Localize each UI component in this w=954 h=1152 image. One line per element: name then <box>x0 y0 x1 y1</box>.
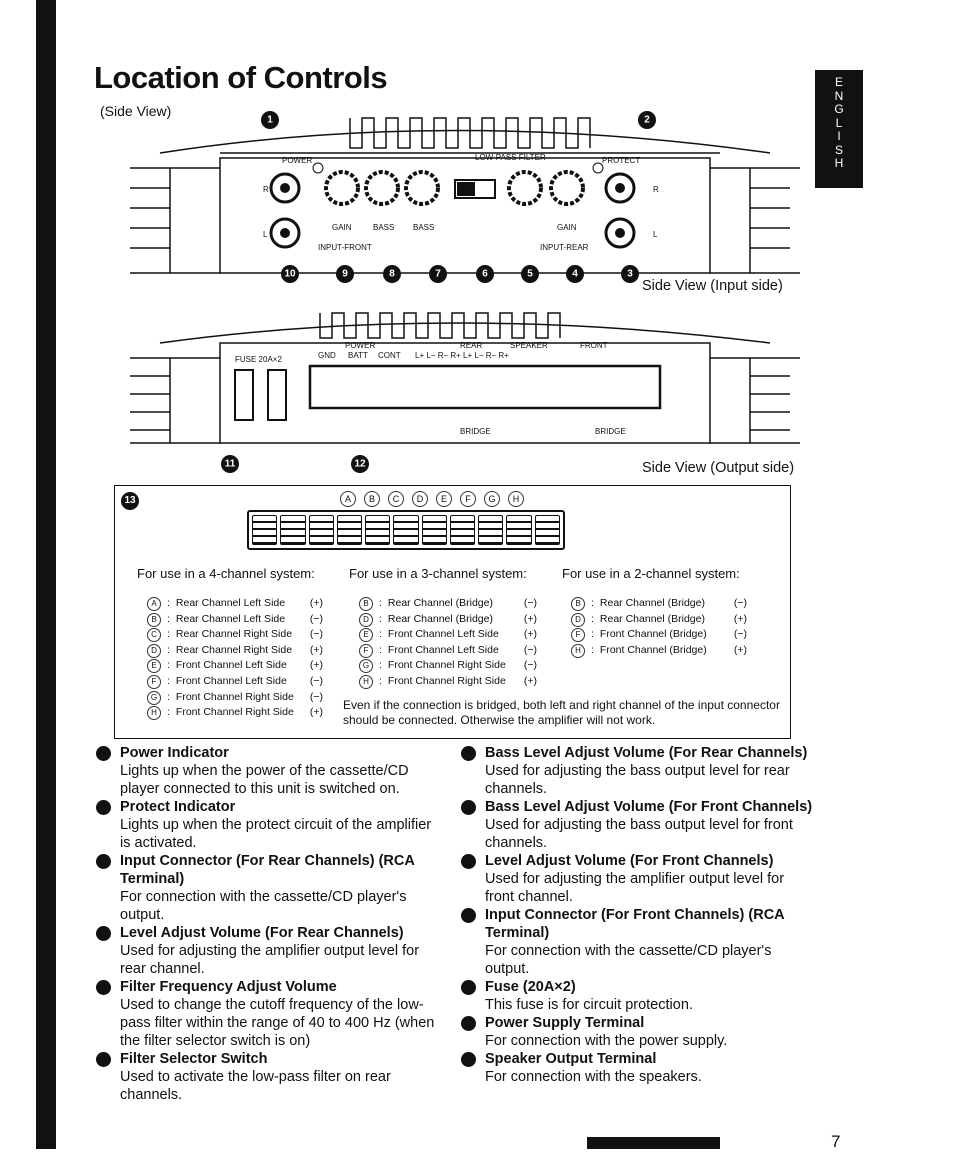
bullet-icon <box>461 908 476 923</box>
page-spine <box>36 0 56 1149</box>
terminal-letter: B <box>364 491 380 507</box>
terminal-letter: H <box>508 491 524 507</box>
label-power: POWER <box>282 156 313 165</box>
footer-bar <box>587 1137 720 1149</box>
label-gain: GAIN <box>332 223 352 232</box>
left-descriptions <box>96 744 442 1104</box>
lang-letter: N <box>834 88 844 103</box>
list-item: B : Rear Channel Left Side (−) <box>147 612 323 628</box>
callout <box>221 455 239 473</box>
label-cont: CONT <box>378 351 401 360</box>
bullet-icon <box>461 1052 476 1067</box>
callout <box>429 265 447 283</box>
list-item: F : Front Channel (Bridge) (−) <box>571 627 747 643</box>
bullet-icon <box>96 980 111 995</box>
language-tab <box>815 70 863 188</box>
page-title: Location of Controls <box>94 60 388 95</box>
label-r: R <box>653 185 659 194</box>
list-item: Fuse (20A×2) This fuse is for circuit protection. <box>461 978 813 1014</box>
list-item: E : Front Channel Left Side (+) <box>359 627 537 643</box>
list-item: Level Adjust Volume (For Rear Channels) Used for adjusting the amplifier output level for rear channel. <box>96 924 442 978</box>
label-bridge: BRIDGE <box>595 427 626 436</box>
list-item: Power Indicator Lights up when the power of the cassette/CD player connected to this unit is switched on. <box>96 744 442 798</box>
two-channel-list <box>571 596 747 658</box>
list-item: D : Rear Channel (Bridge) (+) <box>571 612 747 628</box>
four-channel-list <box>147 596 323 721</box>
bullet-icon <box>96 800 111 815</box>
terminal-block[interactable] <box>310 366 660 408</box>
terminal-letter: D <box>412 491 428 507</box>
page-number: 7 <box>831 1132 841 1151</box>
side-view-label: (Side View) <box>100 103 172 119</box>
list-item: G : Front Channel Right Side (−) <box>147 690 323 706</box>
callout <box>351 455 369 473</box>
label-gain: GAIN <box>557 223 577 232</box>
list-item: B : Rear Channel (Bridge) (−) <box>571 596 747 612</box>
label-bass: BASS <box>373 223 395 232</box>
caption-input-side: Side View (Input side) <box>642 278 783 294</box>
list-item: F : Front Channel Left Side (−) <box>147 674 323 690</box>
svg-text:2: 2 <box>644 114 650 126</box>
svg-text:10: 10 <box>284 268 296 280</box>
list-item: Bass Level Adjust Volume (For Rear Channels) Used for adjusting the bass output level for rear channels. <box>461 744 813 798</box>
callout: 13 <box>121 492 139 510</box>
label-fuse: FUSE 20A×2 <box>235 355 282 364</box>
callout <box>261 111 279 129</box>
svg-text:12: 12 <box>354 458 366 470</box>
three-channel-list <box>359 596 537 690</box>
lang-letter: H <box>834 156 844 170</box>
right-descriptions <box>461 744 813 1086</box>
svg-text:1: 1 <box>267 114 273 126</box>
bridge-note: Even if the connection is bridged, both left and right channel of the input connector should be connected. Otherwise the amplifier will not work. <box>343 698 780 727</box>
callout <box>521 265 539 283</box>
two-channel-heading: For use in a 2-channel system: <box>562 566 740 581</box>
filter-switch[interactable] <box>455 180 495 198</box>
label-bridge: BRIDGE <box>460 427 491 436</box>
list-item: Filter Frequency Adjust Volume Used to change the cutoff frequency of the low-pass filter within the range of 40 to 400 Hz (when the filter selector switch is on) <box>96 978 442 1050</box>
label-protect: PROTECT <box>602 156 641 165</box>
gain-knob[interactable] <box>326 172 358 204</box>
list-item: Power Supply Terminal For connection with the power supply. <box>461 1014 813 1050</box>
list-item: H : Front Channel (Bridge) (+) <box>571 643 747 659</box>
svg-text:11: 11 <box>224 458 236 470</box>
bullet-icon <box>96 854 111 869</box>
bullet-icon <box>461 1016 476 1031</box>
label-batt: BATT <box>348 351 368 360</box>
label-power-term: POWER <box>345 341 376 350</box>
list-item: C : Rear Channel Right Side (−) <box>147 627 323 643</box>
svg-text:7: 7 <box>435 268 441 280</box>
rca-front-l[interactable] <box>271 219 299 247</box>
svg-text:4: 4 <box>572 268 578 280</box>
bullet-icon <box>461 854 476 869</box>
fuse-holder[interactable] <box>235 370 286 420</box>
label-front: FRONT <box>580 341 608 350</box>
list-item: E : Front Channel Left Side (+) <box>147 658 323 674</box>
bullet-icon <box>461 746 476 761</box>
rca-front-r[interactable] <box>271 174 299 202</box>
gain-knob[interactable] <box>551 172 583 204</box>
list-item: H : Front Channel Right Side (+) <box>359 674 537 690</box>
bullet-icon <box>461 980 476 995</box>
label-r: R <box>263 185 269 194</box>
rca-rear-r[interactable] <box>606 174 634 202</box>
list-item: Protect Indicator Lights up when the protect circuit of the amplifier is activated. <box>96 798 442 852</box>
lang-letter: E <box>834 75 843 89</box>
callout <box>383 265 401 283</box>
bass-knob[interactable] <box>406 172 438 204</box>
terminal-letter: G <box>484 491 500 507</box>
terminal-letter: E <box>436 491 452 507</box>
caption-output-side: Side View (Output side) <box>642 460 795 476</box>
callout <box>476 265 494 283</box>
power-indicator <box>313 163 323 173</box>
callout <box>336 265 354 283</box>
label-lowpass: LOW-PASS FILTER <box>475 153 546 162</box>
svg-text:9: 9 <box>342 268 348 280</box>
bullet-icon <box>96 926 111 941</box>
list-item: Bass Level Adjust Volume (For Front Channels) Used for adjusting the bass output level for front channels. <box>461 798 813 852</box>
list-item: F : Front Channel Left Side (−) <box>359 643 537 659</box>
bullet-icon <box>461 800 476 815</box>
list-item: H : Front Channel Right Side (+) <box>147 705 323 721</box>
label-speaker: SPEAKER <box>510 341 548 350</box>
label-gnd: GND <box>318 351 336 360</box>
lang-letter: L <box>835 115 843 130</box>
label-rear: REAR <box>460 341 483 350</box>
callout <box>281 265 299 283</box>
svg-text:5: 5 <box>527 268 533 280</box>
svg-text:3: 3 <box>627 268 633 280</box>
callout <box>566 265 584 283</box>
label-l: L <box>263 230 268 239</box>
list-item: B : Rear Channel (Bridge) (−) <box>359 596 537 612</box>
list-item: Speaker Output Terminal For connection with the speakers. <box>461 1050 813 1086</box>
terminal-letter: A <box>340 491 356 507</box>
list-item: D : Rear Channel Right Side (+) <box>147 643 323 659</box>
list-item: Input Connector (For Rear Channels) (RCA Terminal) For connection with the cassette/CD player's output. <box>96 852 442 924</box>
lang-letter: G <box>834 102 844 116</box>
lang-letter: S <box>834 142 843 157</box>
bullet-icon <box>96 1052 111 1067</box>
list-item: Filter Selector Switch Used to activate the low-pass filter on rear channels. <box>96 1050 442 1104</box>
callout <box>621 265 639 283</box>
label-bass: BASS <box>413 223 435 232</box>
four-channel-heading: For use in a 4-channel system: <box>137 566 315 581</box>
amplifier-diagram <box>120 108 810 483</box>
list-item: Level Adjust Volume (For Front Channels) Used for adjusting the amplifier output level for front channel. <box>461 852 813 906</box>
terminal-letter: F <box>460 491 476 507</box>
terminal-letters <box>340 491 524 507</box>
svg-text:8: 8 <box>389 268 395 280</box>
list-item: D : Rear Channel (Bridge) (+) <box>359 612 537 628</box>
callout <box>638 111 656 129</box>
list-item: G : Front Channel Right Side (−) <box>359 658 537 674</box>
bass-knob[interactable] <box>366 172 398 204</box>
terminal-letter: C <box>388 491 404 507</box>
bullet-icon <box>96 746 111 761</box>
rca-rear-l[interactable] <box>606 219 634 247</box>
three-channel-heading: For use in a 3-channel system: <box>349 566 527 581</box>
filter-frequency-knob[interactable] <box>509 172 541 204</box>
list-item: A : Rear Channel Left Side (+) <box>147 596 323 612</box>
label-terminals: L+ L− R− R+ L+ L− R− R+ <box>415 351 509 360</box>
lang-letter: I <box>837 129 841 143</box>
list-item: Input Connector (For Front Channels) (RCA Terminal) For connection with the cassette/CD player's output. <box>461 906 813 978</box>
speaker-terminal-box <box>114 485 791 739</box>
svg-text:6: 6 <box>482 268 488 280</box>
label-l: L <box>653 230 658 239</box>
label-input-front: INPUT-FRONT <box>318 243 372 252</box>
label-input-rear: INPUT-REAR <box>540 243 589 252</box>
terminal-strip <box>247 510 565 550</box>
